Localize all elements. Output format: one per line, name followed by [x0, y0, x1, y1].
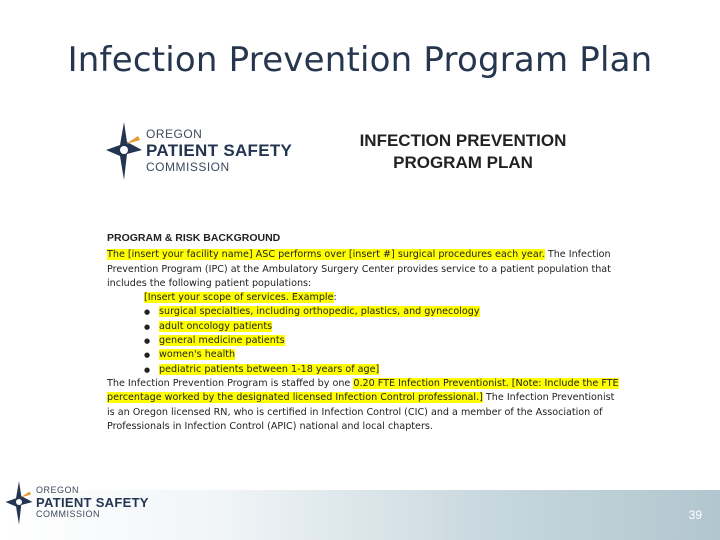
population-list [107, 305, 619, 376]
list-item: ● adult oncology patients [144, 320, 619, 334]
list-item: ● surgical specialties, including orthopedic, plastics, and gynecology [144, 305, 619, 319]
patient-safety-star-logo-icon [4, 474, 34, 530]
logo-line-commission: COMMISSION [36, 508, 101, 519]
patient-safety-star-logo-icon [104, 114, 144, 186]
document-title-line-2: PROGRAM PLAN [393, 153, 533, 172]
document-body [107, 231, 619, 434]
logo-line-patient-safety: PATIENT SAFETY [36, 494, 149, 510]
highlighted-text: The [insert your facility name] ASC performs over [insert #] surgical procedures each year. [107, 249, 545, 261]
scope-line [107, 291, 619, 305]
paragraph-1 [107, 248, 619, 291]
logo-line-patient-safety: PATIENT SAFETY [146, 140, 293, 160]
paragraph-2-text: The Infection Preventionist is an Oregon licensed RN, who is certified in Infection Control (CIC) and a member of the Association of Professionals in Infection Control (APIC) national and local chapters. [107, 392, 615, 432]
paragraph-2-lead: The Infection Prevention Program is staffed by one [107, 377, 354, 389]
document-logo [104, 114, 292, 186]
paragraph-1-text: The Infection Prevention Program (IPC) at the Ambulatory Surgery Center provides service to a patient population that includes the following patient populations: [107, 249, 611, 289]
scope-colon: : [333, 292, 337, 304]
logo-line-commission: COMMISSION [146, 159, 230, 174]
list-item: ● pediatric patients between 1-18 years of age] [144, 363, 619, 377]
section-heading: PROGRAM & RISK BACKGROUND [107, 232, 281, 244]
footer-logo [4, 474, 149, 530]
scope-highlighted-text: [Insert your scope of services. Example [144, 292, 334, 304]
document-image [96, 104, 624, 466]
paragraph-2-highlighted: 0.20 FTE Infection Preventionist. [Note: Include the FTE percentage worked by the designated licensed Infection Control professional.] [107, 377, 619, 404]
paragraph-2 [107, 377, 619, 434]
document-title [340, 130, 586, 174]
list-item: ● general medicine patients [144, 334, 619, 348]
page-number: 39 [688, 508, 702, 522]
logo-line-oregon: OREGON [36, 484, 80, 495]
logo-line-oregon: OREGON [146, 126, 203, 141]
slide-title: Infection Prevention Program Plan [67, 40, 653, 80]
list-item: ● women's health [144, 348, 619, 362]
document-title-line-1: INFECTION PREVENTION [359, 131, 567, 150]
